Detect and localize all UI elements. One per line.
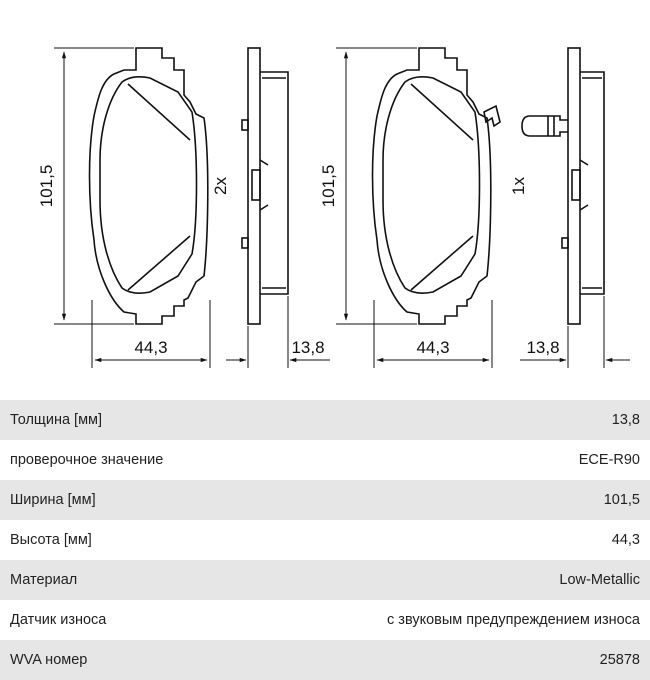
left-height-label: 101,5 <box>37 164 56 208</box>
spec-row-width <box>0 480 650 520</box>
right-qty-label: 1x <box>509 177 528 195</box>
right-height-label: 101,5 <box>319 164 338 208</box>
left-pad-front-view <box>90 48 208 324</box>
spec-value: 13,8 <box>611 412 640 428</box>
spec-label: WVA номер <box>10 652 88 668</box>
right-pad-side-view <box>522 48 604 324</box>
left-qty-label: 2x <box>211 177 230 195</box>
spec-value: 101,5 <box>603 492 640 508</box>
spec-row-wva-number <box>0 640 650 680</box>
left-pad-side-view <box>242 48 288 324</box>
spec-value: Low-Metallic <box>559 572 640 588</box>
spec-row-height <box>0 520 650 560</box>
spec-label: Высота [мм] <box>10 532 92 548</box>
left-thickness-label: 13,8 <box>291 338 325 357</box>
spec-label: Материал <box>10 572 78 588</box>
spec-row-test-value <box>0 440 650 480</box>
spec-label: Толщина [мм] <box>10 412 103 428</box>
spec-row-thickness <box>0 400 650 440</box>
right-pad-front-view <box>373 48 501 324</box>
right-thickness-label: 13,8 <box>526 338 560 357</box>
spec-value: 44,3 <box>611 532 640 548</box>
specs-table <box>0 400 650 680</box>
spec-label: Ширина [мм] <box>10 492 96 508</box>
spec-label: Датчик износа <box>10 612 107 628</box>
right-width-label: 44,3 <box>416 338 450 357</box>
spec-value: ECE-R90 <box>578 452 640 468</box>
spec-value: 25878 <box>599 652 640 668</box>
spec-row-material <box>0 560 650 600</box>
right-dimensions <box>336 48 630 368</box>
spec-row-wear-sensor <box>0 600 650 640</box>
left-width-label: 44,3 <box>134 338 168 357</box>
spec-label: проверочное значение <box>10 452 164 468</box>
spec-value: с звуковым предупреждением износа <box>387 612 640 628</box>
